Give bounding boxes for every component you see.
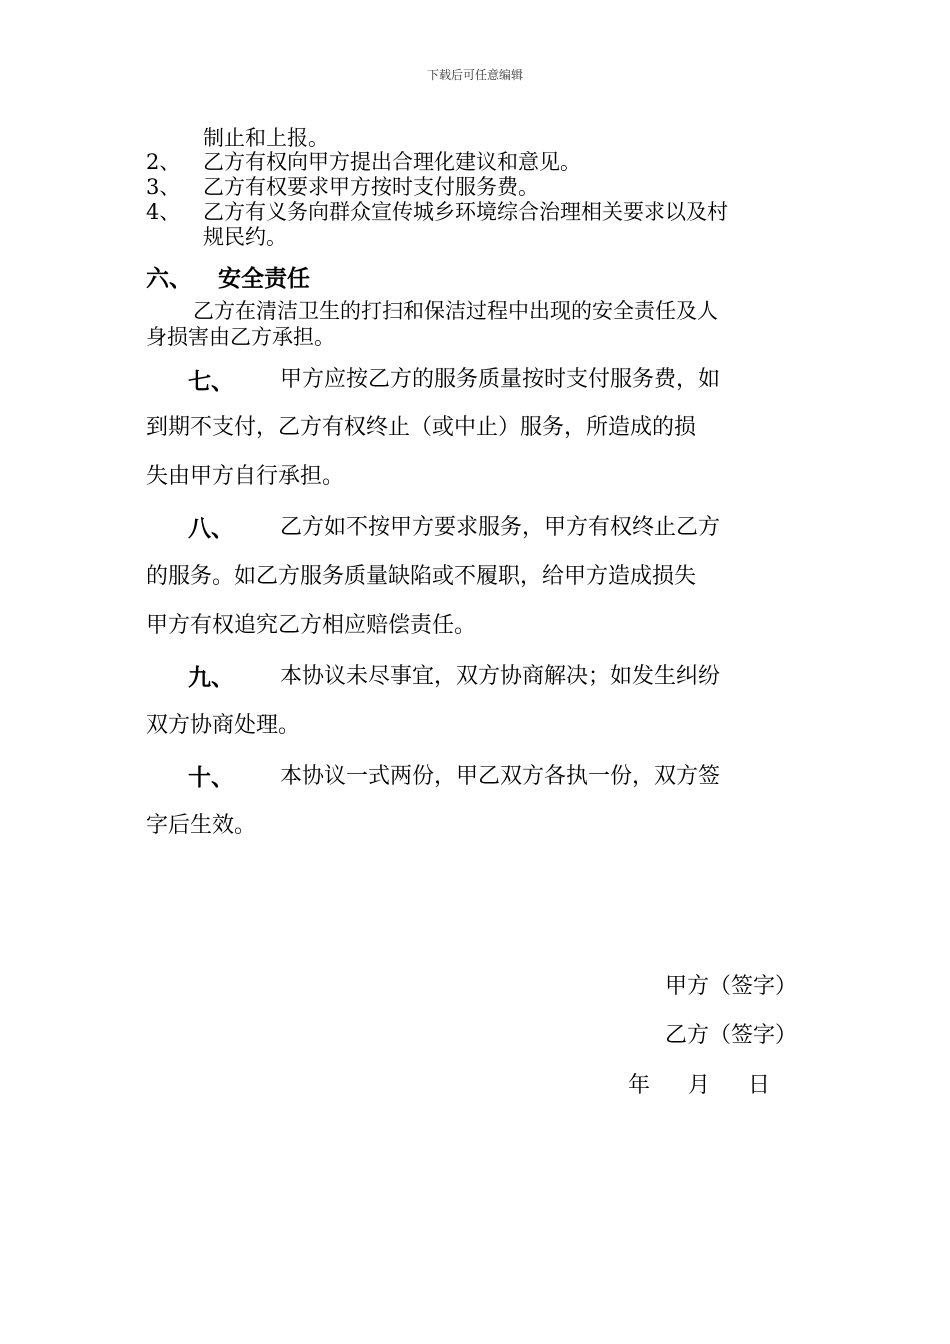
list-item-number: 3、 <box>146 175 181 199</box>
list-item-text: 乙方有义务向群众宣传城乡环境综合治理相关要求以及村 <box>203 200 728 224</box>
list-continuation: 制止和上报。 <box>203 126 329 150</box>
section-6-number: 六、 <box>146 266 192 292</box>
section-9-line: 双方协商处理。 <box>146 713 301 738</box>
party-b-signature: 乙方（签字） <box>665 1023 798 1048</box>
list-item-number: 4、 <box>146 200 181 224</box>
section-7-line: 到期不支付，乙方有权终止（或中止）服务，所造成的损 <box>146 415 697 440</box>
section-10-line: 字后生效。 <box>146 813 257 838</box>
date-day: 日 <box>748 1073 771 1098</box>
section-10-number: 十、 <box>188 765 234 791</box>
section-6-line: 乙方在清洁卫生的打扫和保洁过程中出现的安全责任及人 <box>193 299 718 323</box>
list-item-number: 2、 <box>146 150 181 174</box>
date-year: 年 <box>628 1073 651 1098</box>
list-item-text: 乙方有权要求甲方按时支付服务费。 <box>203 175 539 199</box>
list-item-text-continued: 规民约。 <box>203 225 287 249</box>
section-7-line: 失由甲方自行承担。 <box>146 464 345 489</box>
date-month: 月 <box>688 1073 711 1098</box>
section-7-number: 七、 <box>188 369 234 395</box>
section-6-title: 安全责任 <box>218 266 310 292</box>
section-8-number: 八、 <box>188 516 234 542</box>
party-a-signature: 甲方（签字） <box>665 974 798 999</box>
section-8-line: 甲方有权追究乙方相应赔偿责任。 <box>146 613 477 638</box>
section-8-line: 的服务。如乙方服务质量缺陷或不履职，给甲方造成损失 <box>146 564 697 589</box>
list-item-text: 乙方有权向甲方提出合理化建议和意见。 <box>203 150 581 174</box>
section-8-line: 乙方如不按甲方要求服务，甲方有权终止乙方 <box>280 515 721 540</box>
section-9-line: 本协议未尽事宜，双方协商解决；如发生纠纷 <box>280 664 721 689</box>
section-7-line: 甲方应按乙方的服务质量按时支付服务费，如 <box>280 367 721 392</box>
section-6-line: 身损害由乙方承担。 <box>146 325 335 349</box>
section-9-number: 九、 <box>188 665 234 691</box>
section-10-line: 本协议一式两份，甲乙双方各执一份，双方签 <box>280 764 721 789</box>
page-header: 下载后可任意编辑 <box>426 68 523 82</box>
